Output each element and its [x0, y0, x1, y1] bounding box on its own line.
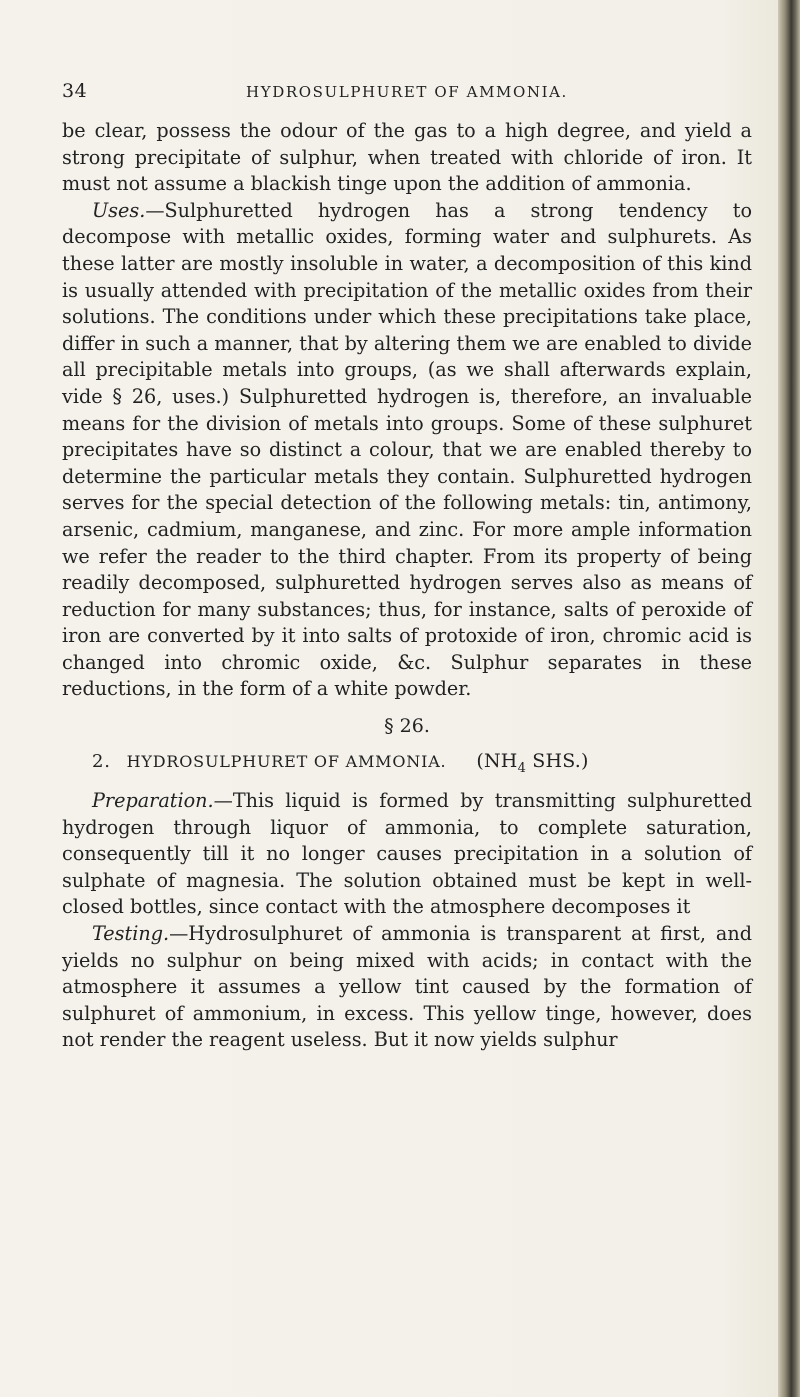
running-title: HYDROSULPHURET OF AMMONIA.	[246, 83, 568, 101]
paragraph-continued: be clear, possess the odour of the gas to a high degree, and yield a strong precipitate of sulphur, when treated with chloride of iron. It must not assume a blackish tinge upon the addition of ammonia.	[62, 119, 752, 196]
section-mark: § 26.	[384, 715, 430, 738]
paragraph-testing: Testing.—Hydrosulphuret of ammonia is transparent at first, and yields no sulphur on being mixed with acids; in contact with the atmosphere it assumes a yellow tint caused by the formation of sulphuret of ammonium, in excess. This yellow tinge, however, does not render the reagent useless. But it now yields sulphur	[62, 922, 752, 1052]
book-spine-shadow	[778, 0, 800, 1397]
page-number: 34	[62, 80, 88, 102]
paragraph-uses: Uses.—Sulphuretted hydrogen has a strong tendency to decompose with metallic oxides, forming water and sulphurets. As these latter are mostly insoluble in water, a decomposition of this kind is usually attended with precipitation of the metallic oxides from their solutions. The conditions under which these precipitations take place, differ in such a manner, that by altering them we are enabled to divide all precipitable metals into groups, (as we shall afterwards explain, vide § 26, uses.) Sulphuretted hydrogen is, therefore, an invaluable means for the division of metals into groups. Some of these sulphuret precipitates have so distinct a colour, that we are enabled thereby to determine the particular metals they contain. Sulphuretted hydrogen serves for the special detection of the following metals: tin, antimony, arsenic, cadmium, manganese, and zinc. For more ample information we refer the reader to the third chapter. From its property of being readily decomposed, sulphuretted hydrogen serves also as means of reduction for many substances; thus, for instance, salts of peroxide of iron are converted by it into salts of protoxide of iron, chromic acid is changed into chromic oxide, &c. Sulphur separates in these reductions, in the form of a white powder.	[62, 198, 752, 701]
preparation-lead: Preparation.	[92, 789, 214, 813]
running-head	[62, 80, 752, 110]
uses-lead: Uses.	[92, 198, 146, 222]
page-body	[62, 118, 752, 1054]
testing-lead: Testing.	[92, 922, 170, 946]
section-name: HYDROSULPHURET OF AMMONIA.	[126, 751, 447, 771]
paragraph-preparation: Preparation.—This liquid is formed by transmitting sulphuretted hydrogen through liquor of ammonia, to complete saturation, consequently till it no longer causes precipitation in a solution of sulphate of magnesia. The solution obtained must be kept in well-closed bottles, since contact with the atmosphere decomposes it	[62, 789, 752, 919]
section-number: 2.	[92, 750, 111, 772]
chemical-formula: ($NH_4$ SHS.)	[476, 749, 589, 776]
section-title	[62, 748, 752, 782]
